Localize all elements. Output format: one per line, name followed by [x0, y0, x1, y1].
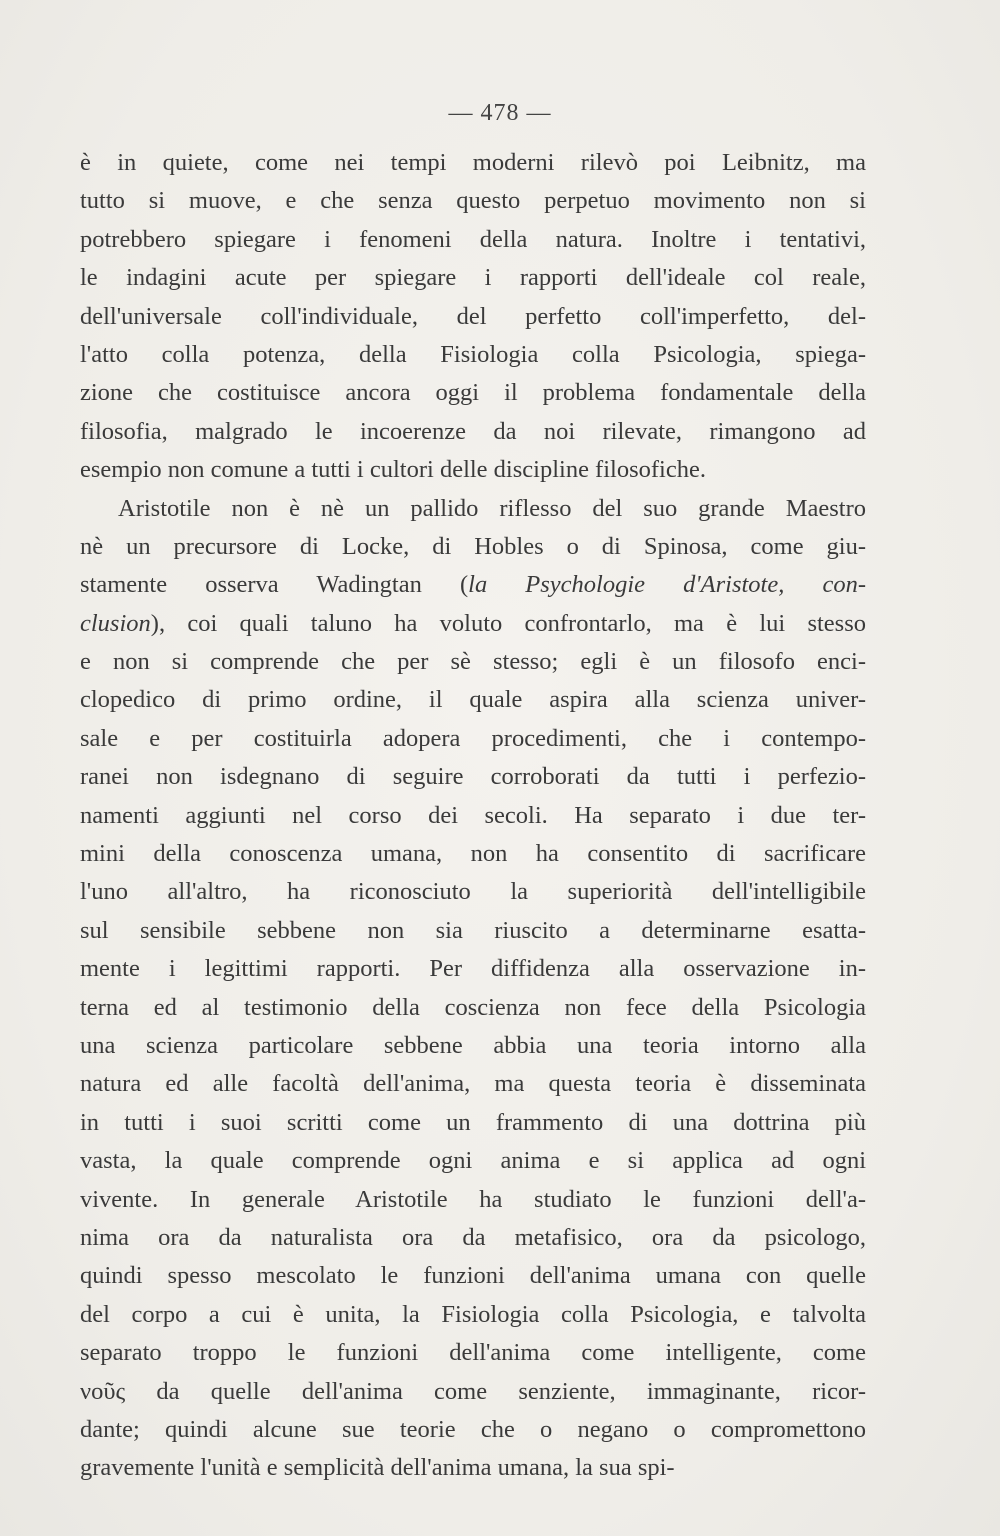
text-line [80, 605, 866, 643]
text-line [80, 566, 866, 604]
text-segment: ), coi quali taluno ha voluto confrontarlo, ma è lui stesso [150, 609, 866, 637]
page-number: — 478 — [448, 100, 552, 126]
italic-citation: la Psychologie d'Aristote, con- [468, 571, 866, 599]
text-line: e non si comprende che per sè stesso; egli è un filosofo enci- [80, 648, 866, 676]
text-segment: stamente osserva Wadingtan ( [80, 571, 469, 599]
text-line: mini della conoscenza umana, non ha consentito di sacrificare [80, 840, 866, 868]
text-line: namenti aggiunti nel corso dei secoli. Ha separato i due ter- [80, 801, 866, 829]
text-line: clopedico di primo ordine, il quale aspira alla scienza univer- [80, 686, 866, 714]
text-line: le indagini acute per spiegare i rapporti dell'ideale col reale, [80, 264, 866, 292]
text-line: filosofia, malgrado le incoerenze da noi rilevate, rimangono ad [80, 417, 866, 445]
text-line: dante; quindi alcune sue teorie che o negano o compromettono [80, 1415, 866, 1443]
text-line: potrebbero spiegare i fenomeni della natura. Inoltre i tentativi, [80, 225, 866, 253]
text-line: zione che costituisce ancora oggi il problema fondamentale della [80, 379, 866, 407]
text-line: è in quiete, come nei tempi moderni rilevò poi Leibnitz, ma [80, 149, 866, 176]
text-line: tutto si muove, e che senza questo perpetuo movimento non si [80, 187, 866, 215]
text-line: dell'universale coll'individuale, del perfetto coll'imperfetto, del- [80, 302, 866, 330]
text-line: separato troppo le funzioni dell'anima come intelligente, come [80, 1339, 866, 1367]
text-line: Aristotile non è nè un pallido riflesso del suo grande Maestro [118, 494, 866, 522]
text-line: vivente. In generale Aristotile ha studiato le funzioni dell'a- [80, 1185, 866, 1213]
text-line: del corpo a cui è unita, la Fisiologia colla Psicologia, e talvolta [80, 1300, 866, 1328]
text-line: l'uno all'altro, ha riconosciuto la superiorità dell'intelligibile [80, 878, 866, 906]
text-line: vasta, la quale comprende ogni anima e si applica ad ogni [80, 1147, 866, 1175]
text-line: nima ora da naturalista ora da metafisico, ora da psicologo, [80, 1223, 866, 1251]
text-line: sul sensibile sebbene non sia riuscito a determinarne esatta- [80, 916, 866, 944]
text-line: quindi spesso mescolato le funzioni dell'anima umana con quelle [80, 1262, 866, 1290]
text-line: natura ed alle facoltà dell'anima, ma questa teoria è disseminata [80, 1070, 866, 1098]
italic-citation: clusion [80, 609, 151, 637]
text-line: in tutti i suoi scritti come un frammento di una dottrina più [80, 1108, 866, 1136]
text-line: ranei non isdegnano di seguire corroborati da tutti i perfezio- [80, 763, 866, 791]
text-line: nè un precursore di Locke, di Hobles o di Spinosa, come giu- [80, 532, 866, 560]
text-line: una scienza particolare sebbene abbia una teoria intorno alla [80, 1031, 866, 1059]
text-line: terna ed al testimonio della coscienza non fece della Psicologia [80, 993, 866, 1021]
text-line: νοῦς da quelle dell'anima come senziente, immaginante, ricor- [80, 1377, 866, 1405]
text-line: l'atto colla potenza, della Fisiologia colla Psicologia, spiega- [80, 340, 866, 368]
text-line: mente i legittimi rapporti. Per diffidenza alla osservazione in- [80, 955, 866, 983]
text-line: sale e per costituirla adopera procedimenti, che i contempo- [80, 724, 866, 752]
text-line: esempio non comune a tutti i cultori delle discipline filosofiche. [80, 456, 706, 484]
body-text [80, 144, 866, 1488]
text-line: gravemente l'unità e semplicità dell'anima umana, la sua spi- [80, 1454, 675, 1482]
